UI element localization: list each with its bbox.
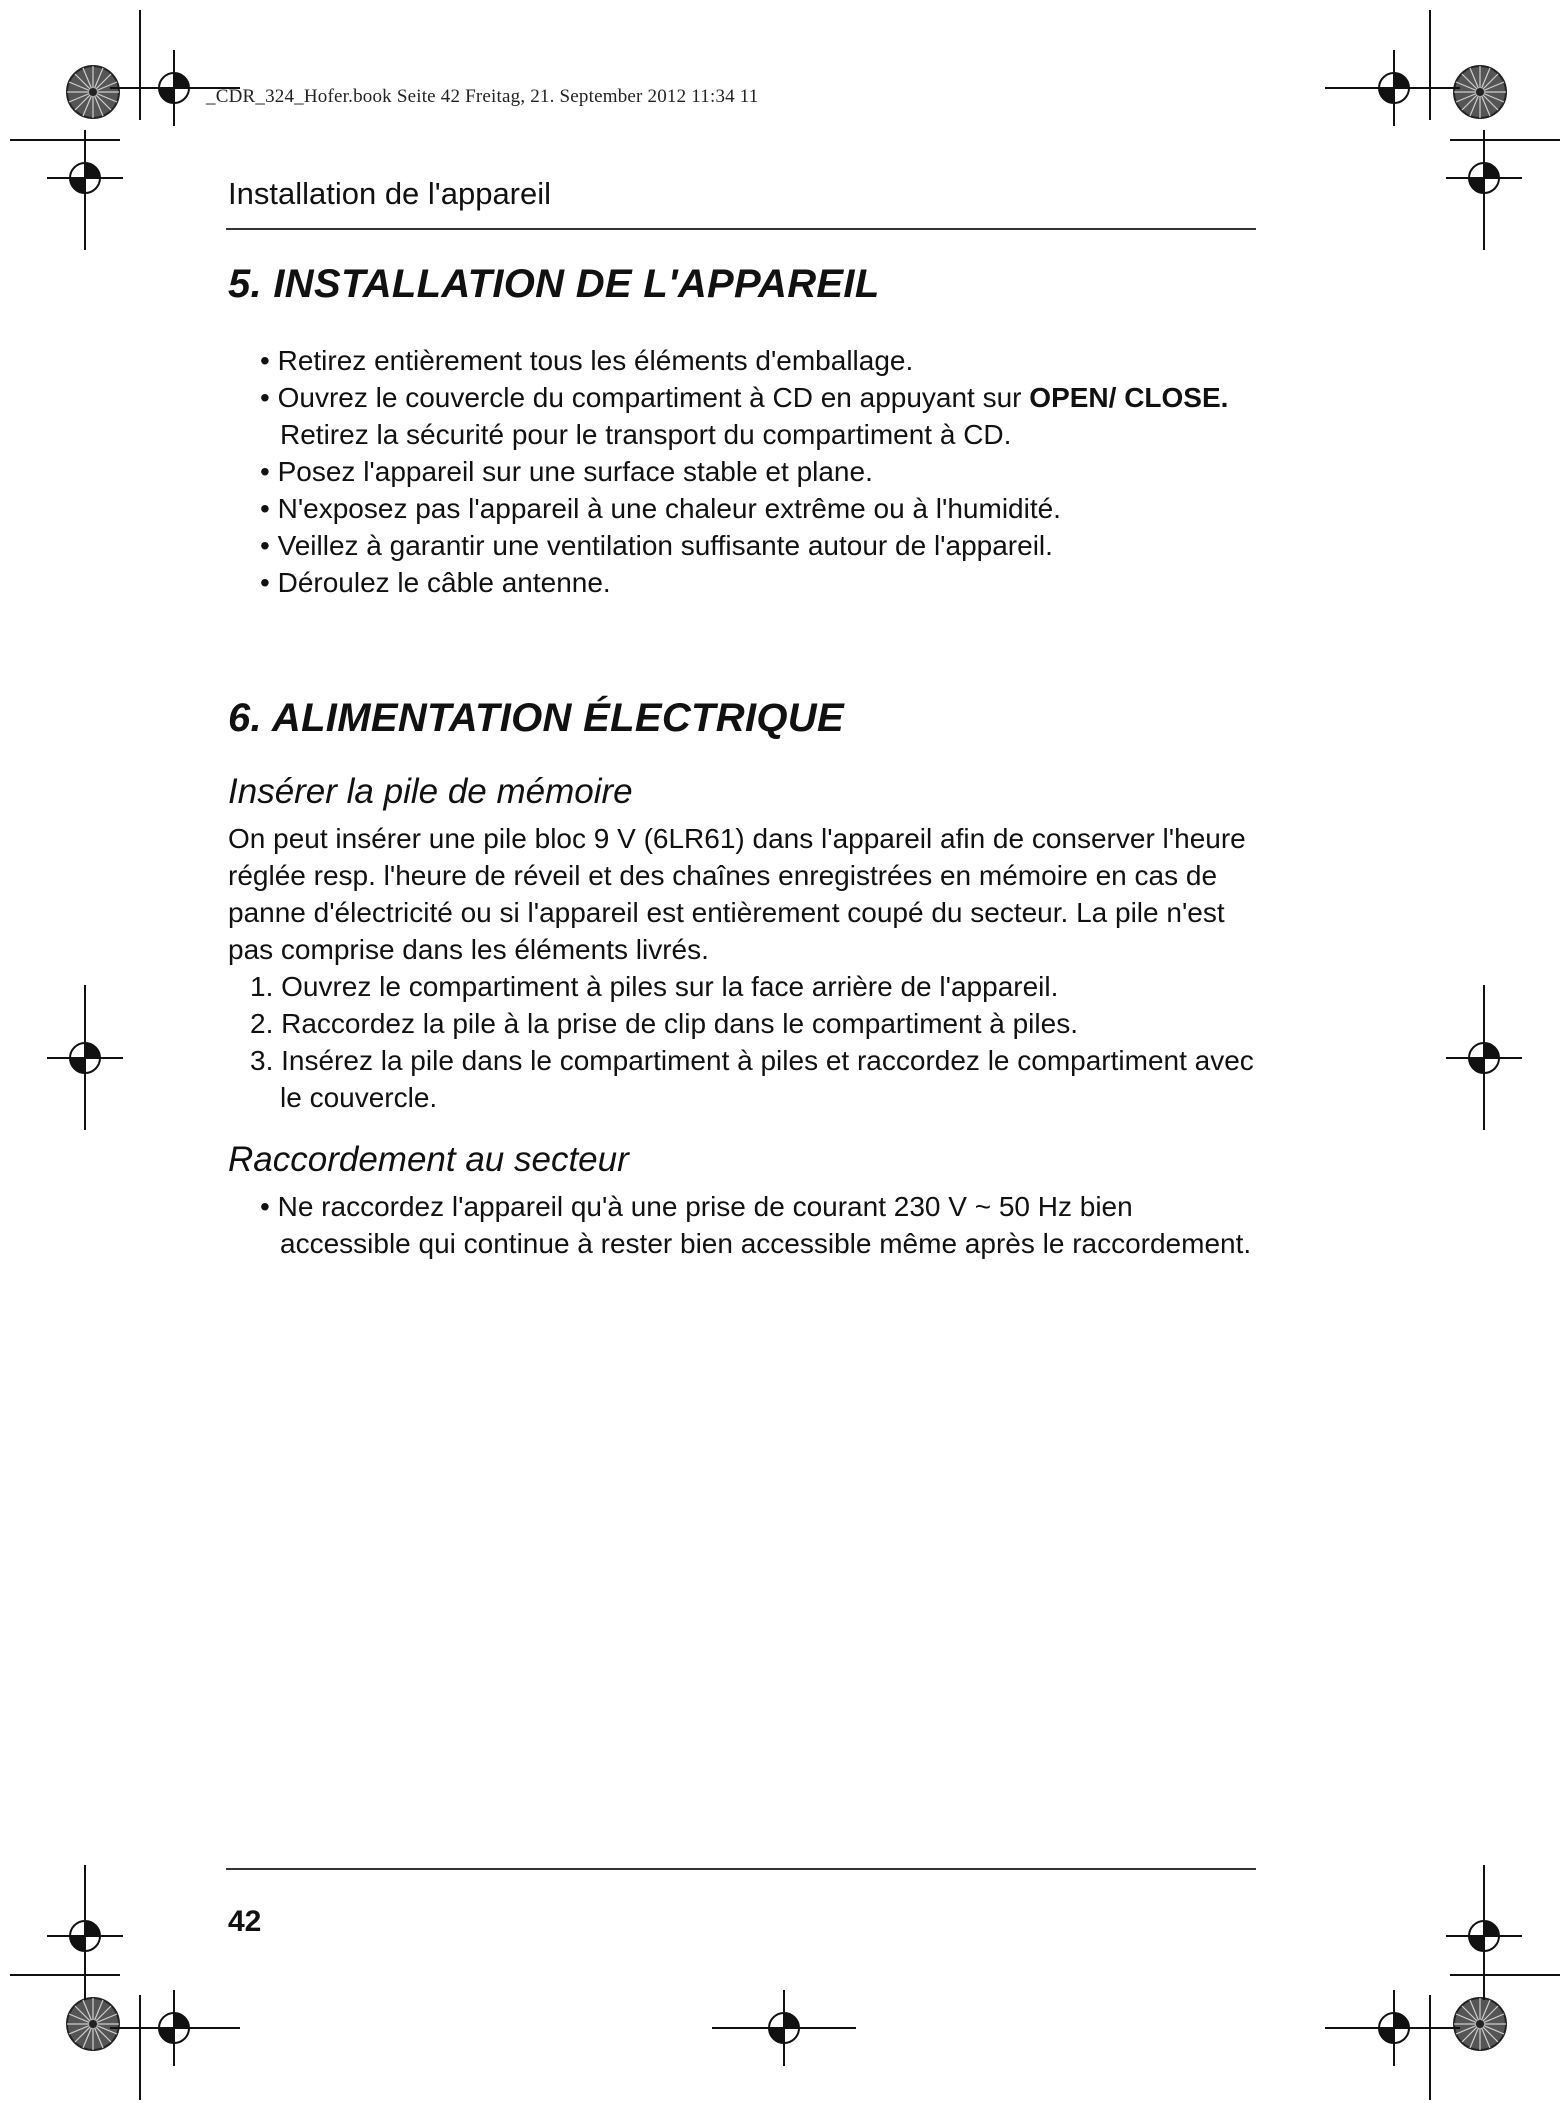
header-rule xyxy=(226,228,1256,230)
list-item: • N'exposez pas l'appareil à une chaleur extrême ou à l'humidité. xyxy=(228,490,1258,527)
list-item: • Retirez entièrement tous les éléments d'emballage. xyxy=(228,342,1258,379)
list-item: 2. Raccordez la pile à la prise de clip dans le compartiment à piles. xyxy=(250,1008,1078,1039)
list-item: • Ne raccordez l'appareil qu'à une prise de courant 230 V ~ 50 Hz bien accessible qui continue à rester bien accessible même après le raccordement. xyxy=(228,1188,1258,1262)
page-number: 42 xyxy=(228,1905,262,1938)
list-item: 1. Ouvrez le compartiment à piles sur la face arrière de l'appareil. xyxy=(250,971,1059,1002)
section-6-list xyxy=(228,1188,1258,1262)
list-item: • Posez l'appareil sur une surface stable et plane. xyxy=(228,453,1258,490)
running-head: Installation de l'appareil xyxy=(228,176,552,211)
print-slug: _CDR_324_Hofer.book Seite 42 Freitag, 21. September 2012 11:34 11 xyxy=(206,86,759,107)
paragraph: On peut insérer une pile bloc 9 V (6LR61) dans l'appareil afin de conserver l'heure réglée resp. l'heure de réveil et des chaînes enregistrées en mémoire en cas de panne d'électricité ou si l'appareil est entièrement coupé du secteur. La pile n'est pas comprise dans les éléments livrés. xyxy=(228,823,1246,965)
steps-list xyxy=(228,968,1258,1116)
section-6-body xyxy=(228,820,1258,1116)
subsection-title: Raccordement au secteur xyxy=(228,1140,629,1179)
list-item: • Ouvrez le couvercle du compartiment à CD en appuyant sur OPEN/ CLOSE. Retirez la sécurité pour le transport du compartiment à CD. xyxy=(228,379,1258,453)
section-5-title: 5. INSTALLATION DE L'APPAREIL xyxy=(228,262,880,306)
open-close-label: OPEN/ CLOSE. xyxy=(1029,382,1229,413)
list-item: • Déroulez le câble antenne. xyxy=(228,564,1258,601)
section-6-title: 6. ALIMENTATION ÉLECTRIQUE xyxy=(228,696,844,740)
footer-rule xyxy=(226,1868,1256,1870)
list-item: • Veillez à garantir une ventilation suffisante autour de l'appareil. xyxy=(228,527,1258,564)
section-5-list xyxy=(228,342,1258,601)
list-item: 3. Insérez la pile dans le compartiment à piles et raccordez le compartiment avec le couvercle. xyxy=(250,1045,1254,1113)
subsection-title: Insérer la pile de mémoire xyxy=(228,772,633,811)
